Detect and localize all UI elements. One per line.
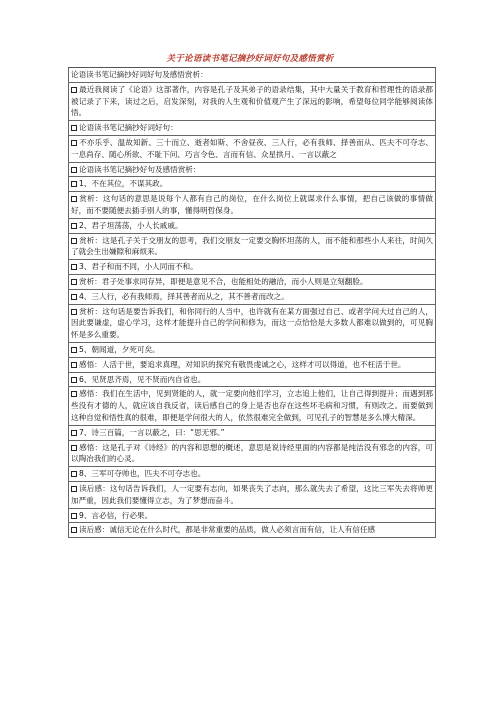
- content-table: [68, 67, 436, 538]
- row-text: 感悟：这是孔子对《诗经》的内容和思想的概述，意思是说诗经里面的内容都是纯洁没有邪念的内容，可以陶冶我们的心灵。: [71, 442, 433, 464]
- checkbox-icon: [71, 445, 77, 451]
- checkbox-icon: [71, 181, 77, 187]
- row-text: 赏析：这是孔子关于交朋友的思考，我们交朋友一定要交胸怀坦荡的人，而不能和那些小人来往，时间久了就会生出嫌隙和麻烦来。: [71, 235, 433, 257]
- table-row: [68, 387, 436, 425]
- table-row: [68, 275, 436, 290]
- checkbox-icon: [71, 309, 77, 315]
- checkbox-icon: [71, 140, 77, 146]
- checkbox-icon: [71, 391, 77, 397]
- checkbox-icon: [71, 527, 77, 533]
- row-text: 7、诗三百篇，一言以蔽之，曰：“思无邪。”: [79, 427, 225, 437]
- table-row: [68, 305, 436, 343]
- checkbox-icon: [71, 294, 77, 300]
- checkbox-icon: [71, 377, 77, 383]
- table-row: [68, 177, 436, 192]
- checkbox-icon: [71, 125, 77, 131]
- table-row: [68, 523, 436, 538]
- row-text: 5、朝闻道，夕死可矣。: [79, 344, 160, 354]
- checkbox-icon: [71, 362, 77, 368]
- row-text: 感悟：我们在生活中，见到贤能的人，就一定要向他们学习，立志追上他们，让自己得到提升；而遇到那些没有才德的人，就应该自我反省，读后感自己的身上是否也存在这些坏毛病和习惯，有则改之。而要做到这种自觉和悟性真的很难，即便是学问很大的人，依然很难完全做到，可见孔子的智慧是多么博大精深。: [71, 389, 433, 422]
- row-text: 8、三军可夺帅也，匹夫不可夺志也。: [79, 469, 206, 479]
- checkbox-icon: [71, 279, 77, 285]
- row-text: 不亦乐乎、温故知新、三十而立、逝者如斯、不舍昼夜、三人行，必有我师、择善而从、匹夫不可夺志、一息尚存、随心所欲、不耻下问、巧言令色、言而有信、众星拱月、一言以蔽之: [71, 137, 433, 159]
- row-text: 论语读书笔记摘抄好句及感悟赏析：: [79, 164, 201, 174]
- checkbox-icon: [71, 196, 77, 202]
- table-row: [68, 234, 436, 261]
- checkbox-icon: [71, 238, 77, 244]
- row-text: 赏析：君子处事求同存异，即便是意见不合，也能相处的融洽，而小人则是立刻翻脸。: [79, 276, 368, 286]
- checkbox-icon: [71, 430, 77, 436]
- checkbox-icon: [71, 167, 77, 173]
- table-row: [68, 121, 436, 136]
- table-row: [68, 509, 436, 524]
- row-text: 3、君子和而不同，小人同而不和。: [79, 262, 198, 272]
- row-text: 论语读书笔记摘抄好词好句及感悟赏析：: [71, 70, 208, 79]
- row-text: 读后感：诚信无论在什么时代，都是非常重要的品质，做人必须言而有信，让人有信任感: [79, 525, 376, 535]
- table-row: [68, 260, 436, 275]
- table-row: [68, 83, 436, 121]
- row-text: 读后感：这句话告诉我们，人一定要有志向，如果丧失了志向，那么就失去了希望，这比三军失去将帅更加严重，因此我们要懂得立志，为了梦想而奋斗。: [71, 483, 433, 505]
- checkbox-icon: [71, 223, 77, 229]
- checkbox-icon: [71, 471, 77, 477]
- table-row: [68, 482, 436, 509]
- row-text: 2、君子坦荡荡，小人长戚戚。: [79, 220, 183, 230]
- checkbox-icon: [71, 264, 77, 270]
- row-text: 感悟：人活于世，要追求真理，对知识的探究有敬畏虔诚之心，这样才可以得道，也不枉活于世。: [79, 359, 406, 369]
- row-text: 6、见贤思齐焉，见不贤而内自省也。: [79, 374, 206, 384]
- document-title: 关于论语读书笔记摘抄好词好句及感悟赏析: [166, 54, 334, 64]
- row-text: 赏析：这句话的意思是说每个人都有自己的岗位，在什么岗位上就谋求什么事情，把自己该做的事情做好，而不要随便去插手别人的事，懂得明哲保身。: [71, 194, 433, 215]
- table-row: [68, 467, 436, 482]
- row-text: 9、言必信，行必果。: [79, 510, 153, 520]
- checkbox-icon: [71, 513, 77, 519]
- table-row: [68, 343, 436, 358]
- row-text: 赏析：这句话是要告诉我们，和你同行的人当中，也许就有在某方面强过自己、或者学问大过自己的人，因此要谦虚，虚心学习，这样才能提升自己的学问和修为，而这一点恰恰是大多数人都难以做到的，可见胸怀是多么重要。: [71, 306, 433, 340]
- row-text: 4、三人行，必有我师焉，择其善者而从之，其不善者而改之。: [79, 291, 289, 301]
- table-row: [68, 290, 436, 305]
- table-row: [68, 373, 436, 388]
- table-row: [68, 358, 436, 373]
- checkbox-icon: [71, 486, 77, 492]
- row-text: 最近我阅读了《论语》这部著作，内容是孔子及其弟子的语录结集，其中大量关于教育和哲理性的语录都被记录了下来，读过之后，启发深刻，对我的人生观和价值观产生了深远的影响，希望每位同学能够阅读体悟。: [71, 84, 433, 118]
- table-row: [68, 426, 436, 441]
- table-row: [68, 163, 436, 178]
- table-row: [68, 219, 436, 234]
- table-row: [68, 441, 436, 468]
- checkbox-icon: [71, 347, 77, 353]
- row-text: 论语读书笔记摘抄好词好句：: [79, 123, 178, 133]
- row-text: 1、不在其位，不谋其政。: [79, 179, 168, 189]
- table-row: [68, 136, 436, 163]
- checkbox-icon: [71, 87, 77, 93]
- table-row: [68, 192, 436, 219]
- table-row: [68, 68, 436, 83]
